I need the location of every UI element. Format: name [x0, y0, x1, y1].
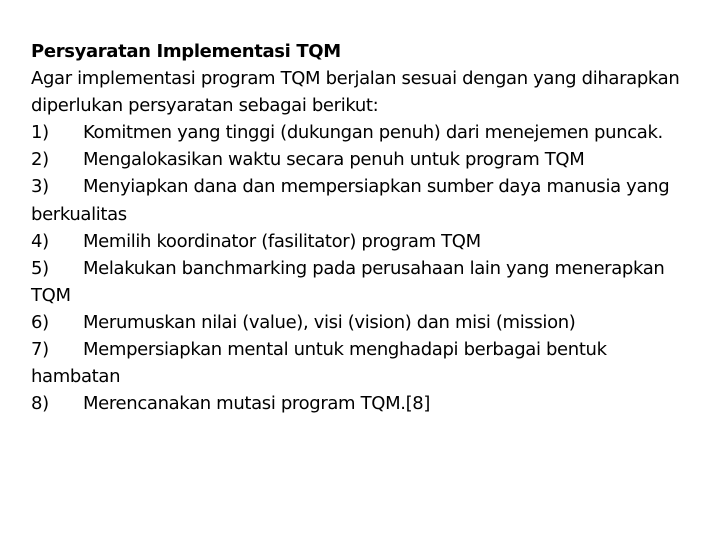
- item-number: 6): [31, 311, 49, 333]
- list-item: [31, 255, 701, 309]
- item-number: 1): [31, 122, 49, 144]
- list-item: [31, 390, 701, 417]
- item-text: Mengalokasikan waktu secara penuh untuk program TQM: [83, 149, 585, 171]
- list-item: [31, 228, 701, 255]
- item-text: Melakukan banchmarking pada perusahaan lain yang menerapkan TQM: [31, 257, 665, 306]
- list-item: [31, 119, 701, 146]
- item-text: Komitmen yang tinggi (dukungan penuh) dari menejemen puncak.: [83, 122, 663, 144]
- item-number: 7): [31, 339, 49, 361]
- item-text: Memilih koordinator (fasilitator) program TQM: [83, 230, 481, 252]
- intro-paragraph: Agar implementasi program TQM berjalan sesuai dengan yang diharapkan diperlukan persyaratan sebagai berikut:: [31, 68, 680, 117]
- list-item: [31, 336, 701, 390]
- item-number: 8): [31, 393, 49, 415]
- item-number: 2): [31, 149, 49, 171]
- item-text: Menyiapkan dana dan mempersiapkan sumber daya manusia yang berkualitas: [31, 176, 670, 225]
- item-text: Merencanakan mutasi program TQM.[8]: [83, 393, 431, 415]
- item-number: 5): [31, 257, 49, 279]
- slide-content: [31, 38, 701, 417]
- item-number: 4): [31, 230, 49, 252]
- list-item: [31, 146, 701, 173]
- item-text: Mempersiapkan mental untuk menghadapi berbagai bentuk hambatan: [31, 339, 607, 388]
- list-item: [31, 309, 701, 336]
- list-item: [31, 173, 701, 227]
- item-text: Merumuskan nilai (value), visi (vision) dan misi (mission): [83, 311, 576, 333]
- requirements-list: [31, 119, 701, 417]
- item-number: 3): [31, 176, 49, 198]
- slide-title: Persyaratan Implementasi TQM: [31, 41, 341, 62]
